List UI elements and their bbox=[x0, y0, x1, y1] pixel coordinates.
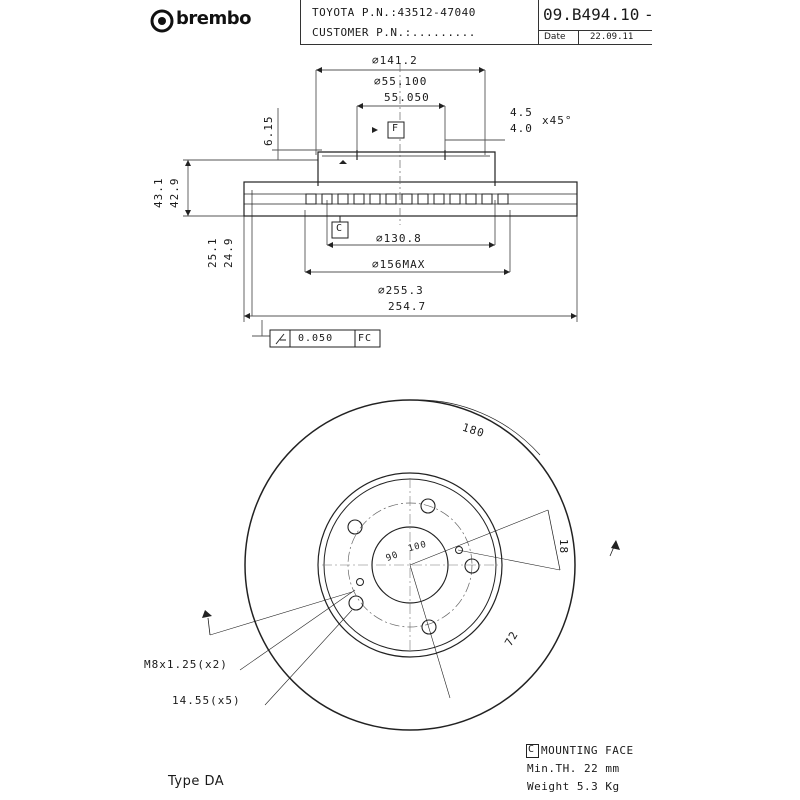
chamfer-angle-label: x45° bbox=[542, 114, 573, 127]
dim-130-label: ∅130.8 bbox=[376, 232, 422, 245]
datum-c-label: C bbox=[336, 223, 344, 234]
type-label: Type DA bbox=[168, 774, 225, 789]
angle-18-label: 18 bbox=[557, 538, 571, 555]
legend-text: MOUNTING FACE bbox=[541, 744, 634, 757]
hat-upper-label: 25.1 bbox=[206, 237, 219, 268]
angle-180-label: 180 bbox=[460, 420, 487, 441]
chamfer-b-label: 4.0 bbox=[510, 122, 533, 135]
hole-callout: 14.55(x5) bbox=[172, 694, 241, 707]
dim-156-label: ∅156MAX bbox=[372, 258, 426, 271]
brand-logo: brembo bbox=[176, 8, 251, 29]
date-label: Date bbox=[544, 32, 566, 42]
weight: Weight 5.3 Kg bbox=[527, 780, 620, 793]
bolt-hole bbox=[422, 620, 436, 634]
dim-141-label: ∅141.2 bbox=[372, 54, 418, 67]
dim-outer-upper-label: ∅255.3 bbox=[378, 284, 424, 297]
part-suffix: - bbox=[644, 5, 654, 24]
runout-ref: FC bbox=[358, 333, 373, 344]
date-value: 22.09.11 bbox=[590, 32, 634, 42]
thread-callout: M8x1.25(x2) bbox=[144, 658, 228, 671]
hat-lower-label: 24.9 bbox=[222, 237, 235, 268]
datum-f-label: F bbox=[392, 123, 400, 134]
dim-hub-lower-label: 55.050 bbox=[384, 91, 430, 104]
bolt-hole bbox=[348, 520, 362, 534]
dim-hub-upper-label: ∅55.100 bbox=[374, 75, 428, 88]
brembo-part-number: 09.B494.10 bbox=[543, 5, 640, 24]
runout-value: 0.050 bbox=[298, 333, 334, 344]
angle-90-label: 90 bbox=[384, 550, 401, 564]
height-615-label: 6.15 bbox=[262, 115, 275, 146]
dim-outer-lower-label: 254.7 bbox=[388, 300, 427, 313]
thk-upper-label: 43.1 bbox=[152, 177, 165, 208]
customer-part-number: CUSTOMER P.N.:......... bbox=[312, 26, 476, 39]
legend-symbol: C bbox=[528, 744, 535, 755]
threaded-hole bbox=[357, 579, 364, 586]
thk-lower-label: 42.9 bbox=[168, 177, 181, 208]
min-thickness: Min.TH. 22 mm bbox=[527, 762, 620, 775]
plan-view bbox=[0, 360, 800, 800]
disc-section bbox=[244, 64, 577, 225]
angle-100-label: 100 bbox=[407, 539, 429, 555]
angle-72-label: 72 bbox=[502, 628, 522, 649]
oem-part-number: TOYOTA P.N.:43512-47040 bbox=[312, 6, 476, 19]
chamfer-a-label: 4.5 bbox=[510, 106, 533, 119]
vent-slots bbox=[306, 194, 508, 204]
